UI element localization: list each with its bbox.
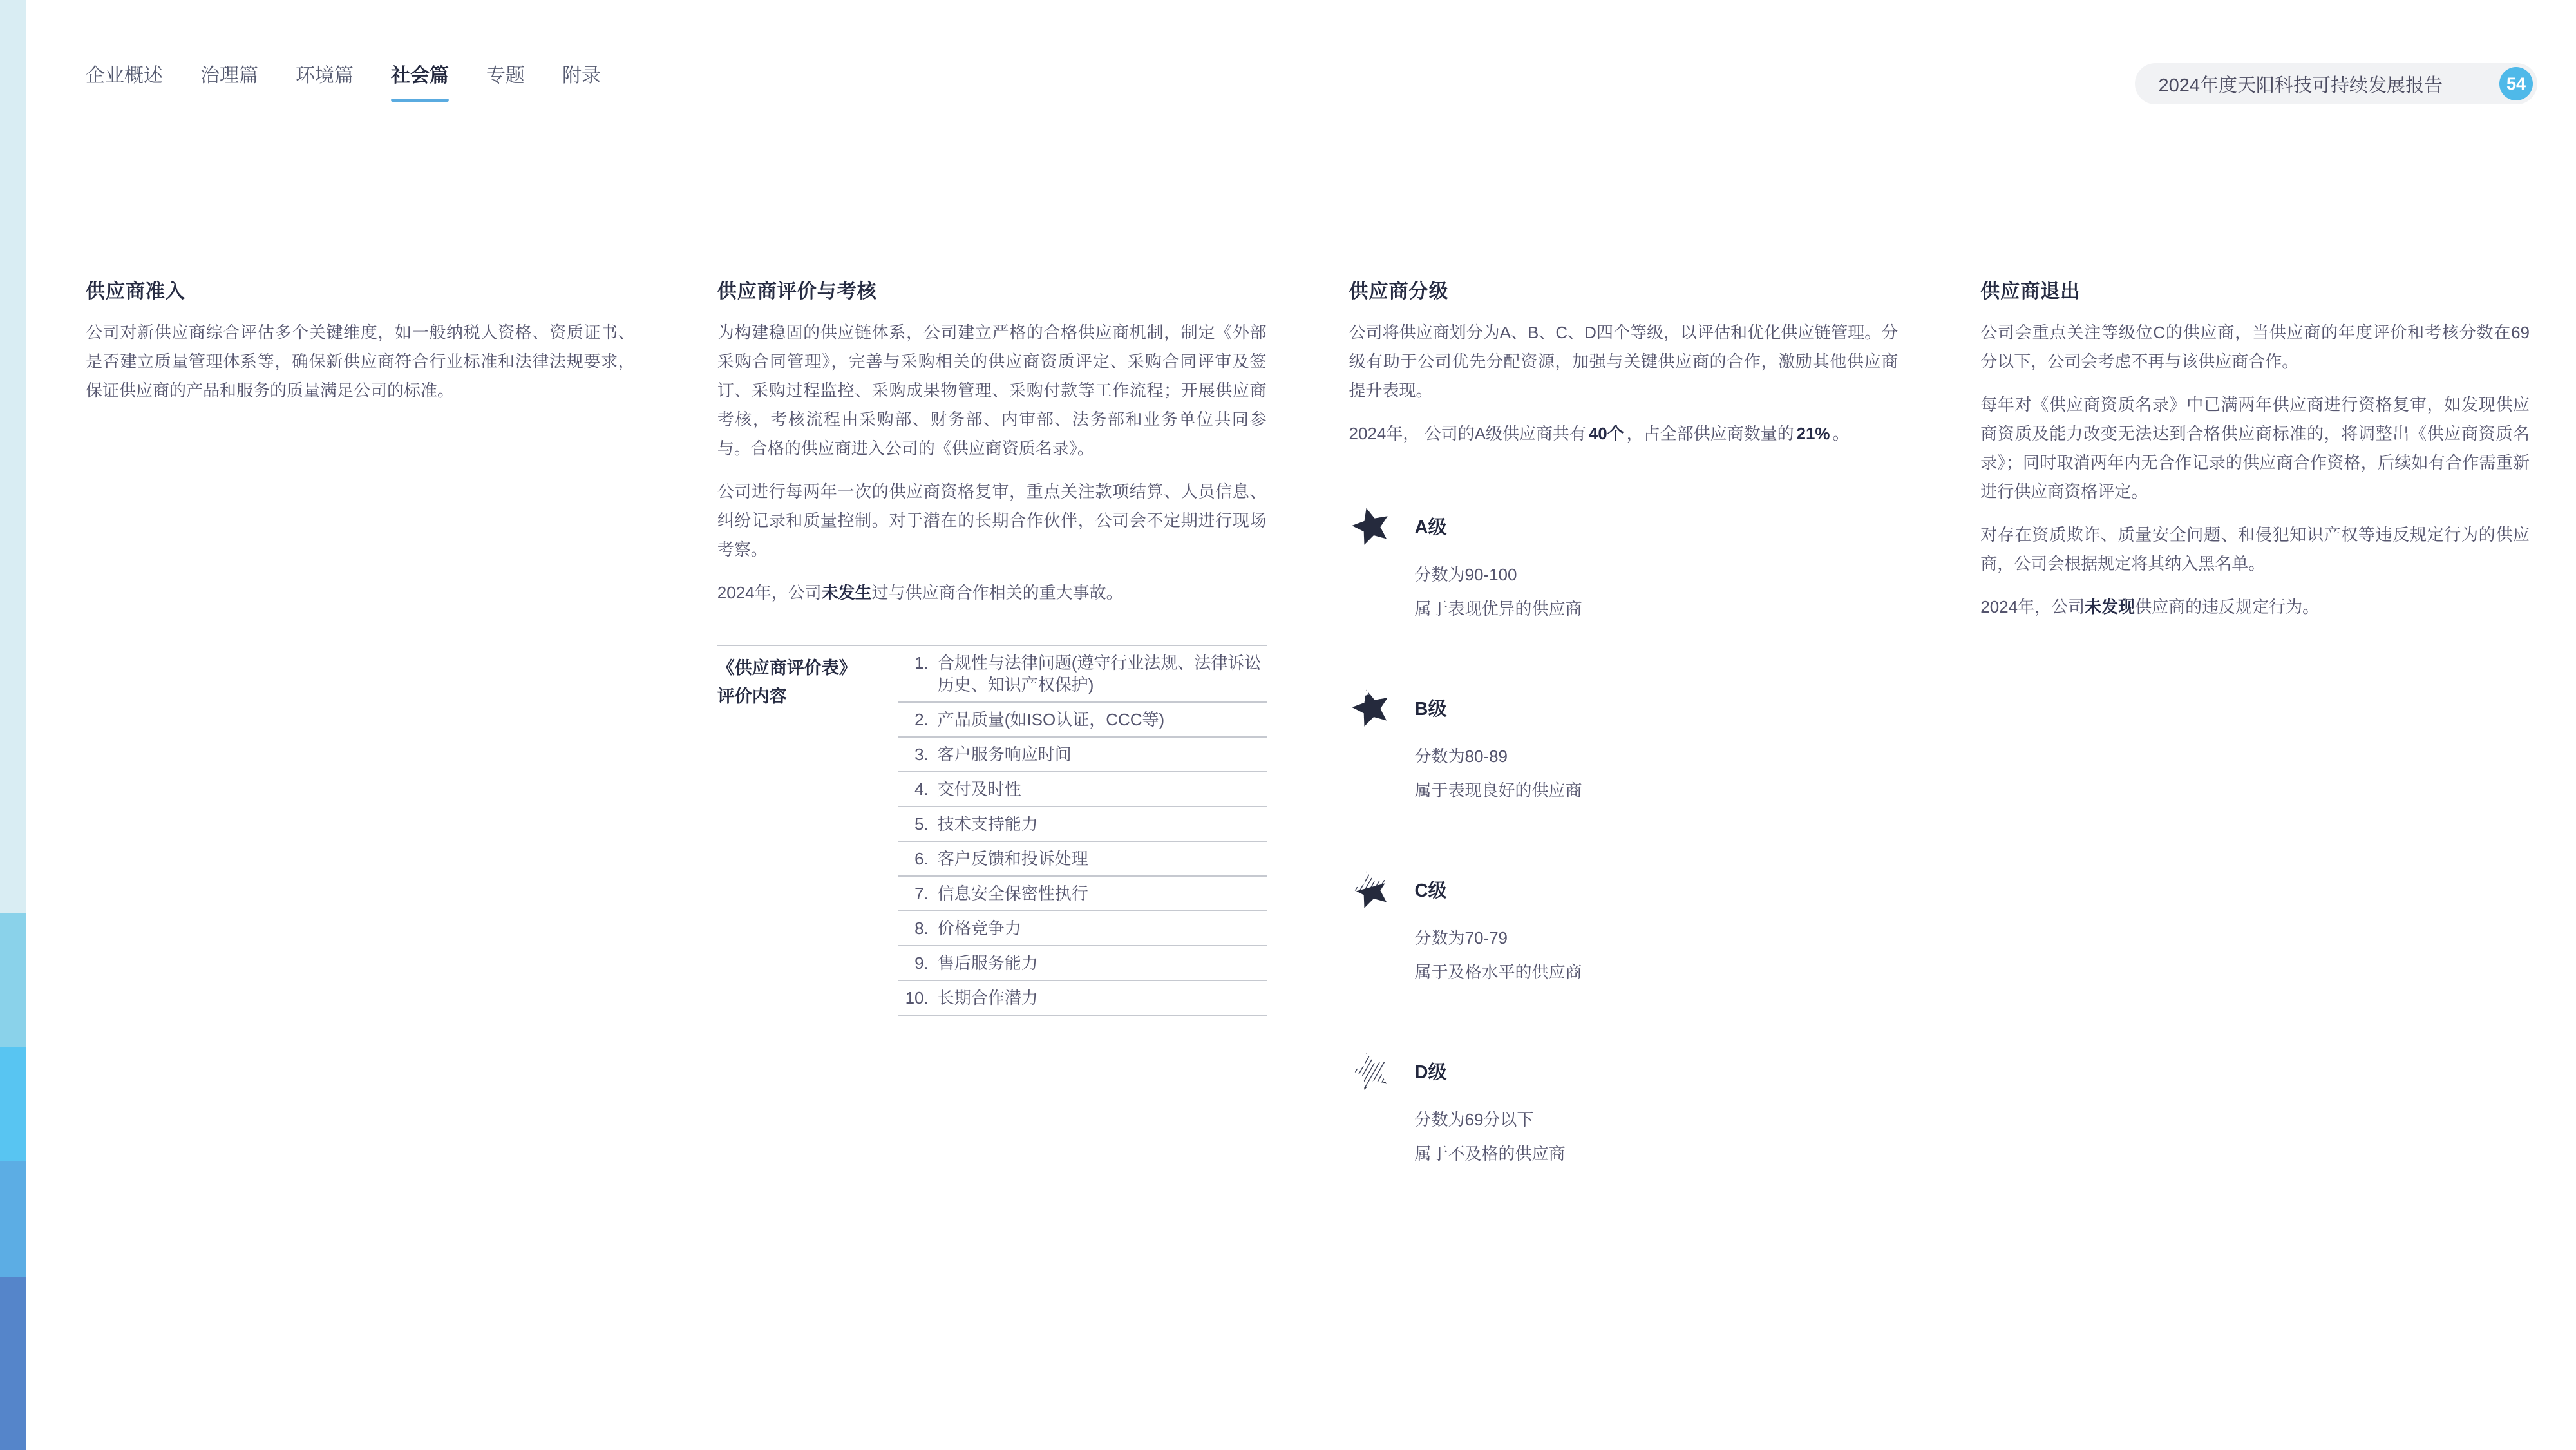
paragraph: 公司将供应商划分为A、B、C、D四个等级，以评估和优化供应链管理。分级有助于公司优先分配资源，加强与关键供应商的合作，激励其他供应商提升表现。 [1349, 323, 1899, 400]
grade-block-b [1349, 684, 1899, 801]
section-title: 供应商准入 [86, 281, 185, 302]
strip-segment-4 [0, 1161, 26, 1277]
grade-desc: 属于表现良好的供应商 [1414, 781, 1582, 800]
top-nav [86, 62, 601, 90]
table-row [898, 703, 1267, 738]
paragraph: 每年对《供应商资质名录》中已满两年供应商进行资格复审，如发现供应商资质及能力改变无法达到合格供应商标准的，将调整出《供应商资质名录》；同时取消两年内无合作记录的供应商合作资格，后续如有合作需重新进行供应商资格评定。 [1980, 395, 2530, 501]
report-title: 2024年度天阳科技可持续发展报告 [2158, 75, 2443, 96]
star-full-icon [1344, 499, 1397, 552]
section-title: 供应商评价与考核 [717, 281, 877, 302]
nav-item-appendix[interactable]: 附录 [562, 65, 601, 86]
content-columns [0, 278, 2576, 1229]
highlight-bold: 未发生 [821, 583, 872, 602]
table-row [898, 981, 1267, 1016]
item-text: 合规性与法律问题(遵守行业法规、法律诉讼历史、知识产权保护) [937, 653, 1262, 694]
nav-item-governance[interactable]: 治理篇 [200, 65, 258, 86]
grade-score: 分数为80-89 [1414, 747, 1508, 766]
item-number: 5. [914, 814, 929, 834]
strip-segment-5 [0, 1277, 26, 1450]
page-number-badge: 54 [2499, 67, 2533, 100]
item-text: 长期合作潜力 [937, 988, 1038, 1007]
section-title: 供应商分级 [1349, 281, 1449, 302]
grade-block-a [1349, 502, 1899, 620]
paragraph: 2024年，公司未发生过与供应商合作相关的重大事故。 [717, 583, 1123, 602]
item-number: 9. [914, 953, 929, 973]
nav-item-special[interactable]: 专题 [486, 65, 525, 86]
item-number: 4. [914, 779, 929, 799]
item-number: 1. [914, 653, 929, 673]
grade-name: B级 [1414, 698, 1447, 720]
table-items [898, 646, 1267, 1016]
header [0, 0, 2576, 104]
paragraph: 公司对新供应商综合评估多个关键维度，如一般纳税人资格、资质证书、是否建立质量管理体系等，确保新供应商符合行业标准和法律法规要求，保证供应商的产品和服务的质量满足公司的标准。 [86, 323, 635, 400]
item-number: 2. [914, 710, 929, 729]
grade-desc: 属于表现优异的供应商 [1414, 599, 1582, 618]
side-color-strip [0, 0, 26, 1450]
grade-name: A级 [1414, 517, 1447, 538]
table-row [898, 911, 1267, 946]
star-mostly-filled-icon [1344, 680, 1397, 734]
table-row [898, 738, 1267, 772]
grade-list [1349, 502, 1899, 1165]
grade-block-d [1349, 1047, 1899, 1165]
stat-a-grade-count: 40个 [1588, 424, 1624, 443]
item-text: 客户反馈和投诉处理 [937, 849, 1088, 868]
grade-block-c [1349, 866, 1899, 983]
nav-item-society[interactable]: 社会篇 [391, 62, 449, 90]
grade-name: C级 [1414, 880, 1447, 901]
paragraph: 为构建稳固的供应链体系，公司建立严格的合格供应商机制，制定《外部采购合同管理》，完善与采购相关的供应商资质评定、采购合同评审及签订、采购过程监控、采购成果物管理、采购付款等工作流程；开展供应商考核，考核流程由采购部、财务部、内审部、法务部和业务单位共同参与。合格的供应商进入公司的《供应商资质名录》。 [717, 323, 1267, 458]
item-text: 技术支持能力 [937, 814, 1038, 834]
paragraph: 对存在资质欺诈、质量安全问题、和侵犯知识产权等违反规定行为的供应商，公司会根据规定将其纳入黑名单。 [1980, 525, 2530, 573]
table-row [898, 842, 1267, 877]
item-number: 8. [914, 919, 929, 938]
highlight-bold: 未发现 [2085, 597, 2136, 616]
section-supplier-exit [1980, 278, 2530, 1229]
section-supplier-grading [1349, 278, 1899, 1229]
stat-a-grade-percent: 21% [1796, 424, 1830, 443]
table-label: 《供应商评价表》 评价内容 [717, 658, 857, 706]
item-text: 售后服务能力 [937, 953, 1038, 973]
item-text: 客户服务响应时间 [937, 745, 1072, 764]
table-row [898, 646, 1267, 703]
nav-item-environment[interactable]: 环境篇 [296, 65, 354, 86]
item-number: 3. [914, 745, 929, 764]
star-half-filled-icon [1344, 862, 1397, 915]
paragraph: 2024年，公司未发现供应商的违反规定行为。 [1980, 597, 2320, 616]
section-title: 供应商退出 [1980, 281, 2081, 302]
strip-segment-1 [0, 0, 26, 913]
report-title-pill [2135, 63, 2537, 104]
item-number: 10. [905, 988, 929, 1007]
evaluation-table [717, 645, 1267, 1016]
paragraph: 公司会重点关注等级位C的供应商，当供应商的年度评价和考核分数在69分以下，公司会考虑不再与该供应商合作。 [1980, 323, 2530, 371]
strip-segment-2 [0, 913, 26, 1047]
table-row [898, 772, 1267, 807]
item-number: 7. [914, 884, 929, 903]
paragraph: 2024年， 公司的A级供应商共有 40个 ，占全部供应商数量的 21% 。 [1349, 424, 1850, 443]
star-hatched-icon [1344, 1044, 1397, 1097]
grade-desc: 属于不及格的供应商 [1414, 1144, 1566, 1163]
item-number: 6. [914, 849, 929, 868]
grade-name: D级 [1414, 1062, 1447, 1083]
item-text: 价格竞争力 [937, 919, 1021, 938]
grade-score: 分数为70-79 [1414, 928, 1508, 948]
grade-desc: 属于及格水平的供应商 [1414, 962, 1582, 982]
item-text: 交付及时性 [937, 779, 1021, 799]
section-supplier-admission [86, 278, 635, 1229]
item-text: 产品质量(如ISO认证，CCC等) [937, 710, 1165, 729]
nav-item-overview[interactable]: 企业概述 [86, 65, 163, 86]
item-text: 信息安全保密性执行 [937, 884, 1088, 903]
table-row [898, 946, 1267, 981]
table-row [898, 807, 1267, 842]
section-supplier-evaluation [717, 278, 1267, 1229]
table-row [898, 877, 1267, 911]
strip-segment-3 [0, 1047, 26, 1161]
paragraph: 公司进行每两年一次的供应商资格复审，重点关注款项结算、人员信息、纠纷记录和质量控制。对于潜在的长期合作伙伴，公司会不定期进行现场考察。 [717, 482, 1267, 559]
grade-score: 分数为90-100 [1414, 565, 1517, 584]
grade-score: 分数为69分以下 [1414, 1110, 1534, 1129]
